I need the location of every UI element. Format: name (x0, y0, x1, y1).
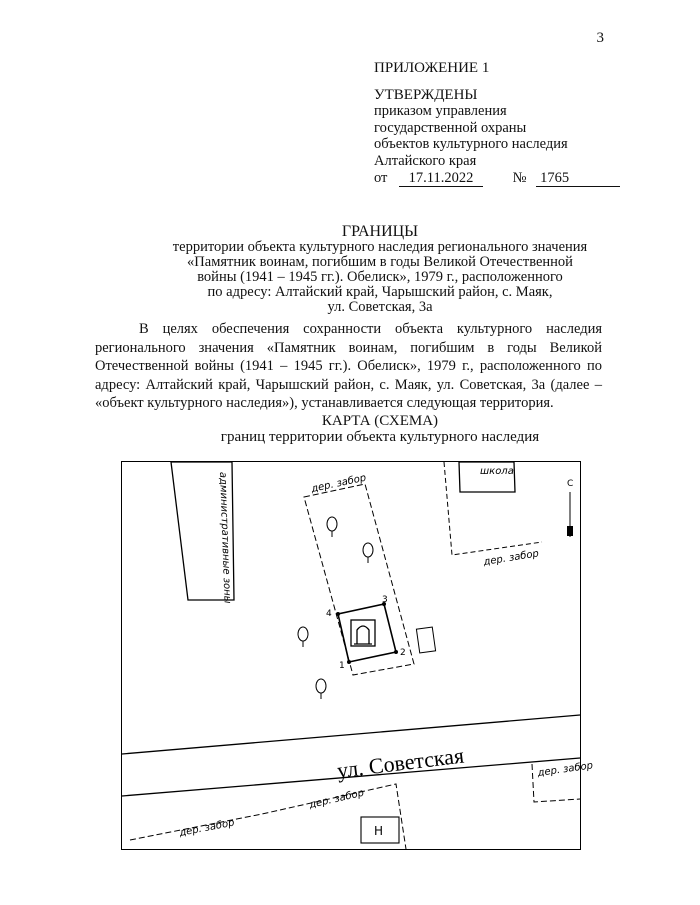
boundary-point-4 (336, 612, 340, 616)
zone-label: административные зоны (217, 471, 233, 604)
boundary-point-2 (394, 650, 398, 654)
paragraph-text: В целях обеспечения сохранности объекта культурного наследия регионального значения «Памятник воинам, погибшим в годы Великой Отечественной войны (1941 – 1945 гг.). Обелиск», 1979 г., расположенного по адресу: Алтайский край, Чарышский район, с. Маяк, ул. Советская, 3а (далее – «объект культурного наследия»), устанавливается следующая территория. (95, 321, 602, 412)
from-label: от (374, 170, 388, 186)
order-date: 17.11.2022 (399, 171, 483, 187)
school-label: школа (480, 466, 514, 477)
fence-label: дер. забор (310, 472, 368, 495)
map-title: КАРТА (СХЕМА) (321, 413, 439, 429)
north-label: С (567, 479, 574, 489)
approval-line: государственной охраны (374, 119, 527, 136)
site-map (121, 461, 594, 850)
fence-label: дер. забор (178, 817, 236, 839)
document-title-block (60, 224, 700, 315)
map-title-block (60, 413, 700, 445)
fence-label: дер. забор (308, 787, 366, 811)
tree-icon (316, 679, 326, 699)
approved-heading: УТВЕРЖДЕНЫ (374, 86, 478, 103)
tree-icon (298, 627, 308, 647)
street-edge-north (122, 715, 580, 754)
street-label: ул. Советская (335, 742, 466, 783)
point-label: 4 (326, 609, 332, 619)
title-line: территории объекта культурного наследия регионального значения (172, 239, 588, 255)
map-subtitle: границ территории объекта культурного наследия (220, 429, 540, 445)
north-arrow-icon (567, 526, 573, 536)
order-number (536, 171, 620, 187)
approval-line: Алтайского края (374, 152, 477, 169)
monument-icon (351, 620, 375, 646)
title-line: ул. Советская, 3а (327, 299, 433, 315)
page-number: 3 (596, 30, 604, 46)
title-line: «Памятник воинам, погибшим в годы Великой Отечественной (187, 254, 573, 270)
approval-line: объектов культурного наследия (374, 136, 568, 152)
tree-icon (363, 543, 373, 563)
approval-block (374, 60, 620, 187)
shed-building (416, 627, 435, 653)
site-map-drawing (122, 462, 594, 849)
title-line: войны (1941 – 1945 гг.). Обелиск», 1979 г., расположенного (197, 269, 563, 285)
point-label: 3 (382, 595, 388, 605)
document-title: ГРАНИЦЫ (341, 223, 419, 240)
point-label: 2 (400, 648, 406, 658)
title-line: по адресу: Алтайский край, Чарышский район, с. Маяк, (207, 284, 553, 300)
boundary-points (336, 602, 398, 664)
number-label: № (512, 170, 527, 186)
description-paragraph (95, 320, 602, 413)
boundary-point-1 (347, 660, 351, 664)
order-date-number-line (374, 170, 620, 187)
tree-icon (327, 517, 337, 537)
territory-boundary (338, 604, 396, 662)
fence-label: дер. забор (482, 548, 540, 568)
approval-line: приказом управления (374, 103, 507, 119)
building-label: Н (374, 824, 384, 838)
order-number-text: 1765 (540, 170, 570, 186)
fence-label: дер. забор (536, 760, 594, 779)
appendix-heading: ПРИЛОЖЕНИЕ 1 (374, 60, 490, 76)
point-label: 1 (339, 661, 345, 671)
